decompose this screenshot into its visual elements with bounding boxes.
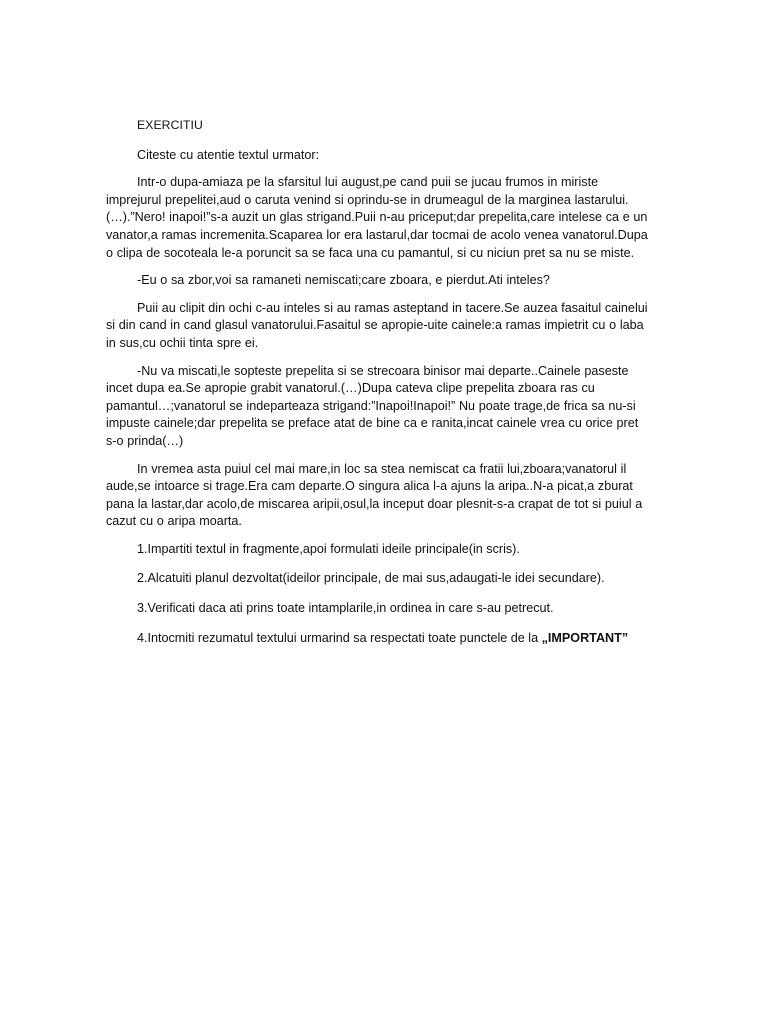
task-4 (106, 630, 652, 648)
story-paragraph-3: Puii au clipit din ochi c-au inteles si au ramas asteptand in tacere.Se auzea fasaitul cainelui si din cand in cand glasul vanatorului.Fasaitul se apropie-uite cainele:a ramas impietrit cu o laba in sus,cu ochii tinta spre ei. (106, 300, 648, 350)
story-paragraph-4: -Nu va miscati,le sopteste prepelita si se strecoara binisor mai departe..Cainele paseste incet dupa ea.Se apropie grabit vanatorul.(…)Dupa cateva clipe prepelita zboara ras cu pamantul…;vanatorul se indeparteaza strigand:”Inapoi!Inapoi!” Nu poate trage,de frica sa nu-si impuste cainele;dar prepelita se preface atat de bine ca e ranita,incat cainele vrea cu orice pret s-o prinda(…) (106, 363, 639, 448)
document-content (106, 117, 652, 659)
task-4-text: 4.Intocmiti rezumatul textului urmarind sa respectati toate punctele de la (137, 630, 542, 645)
story-paragraph-1: Intr-o dupa-amiaza pe la sfarsitul lui august,pe cand puii se jucau frumos in miriste imprejurul prepelitei,aud o caruta venind si oprindu-se in drumeagul de la marginea lastarului.(…).”Nero! inapoi!”s-a auzit un glas strigand.Puii n-au priceput;dar prepelita,care intelese ca e un vanator,a ramas incremenita.Scaparea lor era lastarul,dar tocmai de acolo venea vanatorul.Dupa o clipa de socoteala le-a poruncit sa se faca una cu pamantul, si cu niciun pret sa nu se miste. (106, 175, 648, 260)
task-2: 2.Alcatuiti planul dezvoltat(ideilor principale, de mai sus,adaugati-le idei secundare). (137, 571, 605, 586)
exercise-title: EXERCITIU (137, 118, 203, 132)
task-3: 3.Verificati daca ati prins toate intamplarile,in ordinea in care s-au petrecut. (137, 601, 554, 616)
story-paragraph-2: -Eu o sa zbor,voi sa ramaneti nemiscati;care zboara, e pierdut.Ati inteles? (137, 273, 550, 288)
important-emphasis: „IMPORTANT” (541, 630, 629, 645)
task-1: 1.Impartiti textul in fragmente,apoi formulati ideile principale(in scris). (137, 541, 520, 556)
story-paragraph-5: In vremea asta puiul cel mai mare,in loc sa stea nemiscat ca fratii lui,zboara;vanatorul il aude,se intoarce si trage.Era cam departe.O singura alica l-a ajuns la aripa..N-a picat,a zburat pana la lastar,dar acolo,de miscarea aripii,osul,la inceput doar plesnit-s-a crapat de tot si puiul a cazut cu o aripa moarta. (106, 461, 643, 529)
instruction-line: Citeste cu atentie textul urmator: (137, 147, 320, 162)
